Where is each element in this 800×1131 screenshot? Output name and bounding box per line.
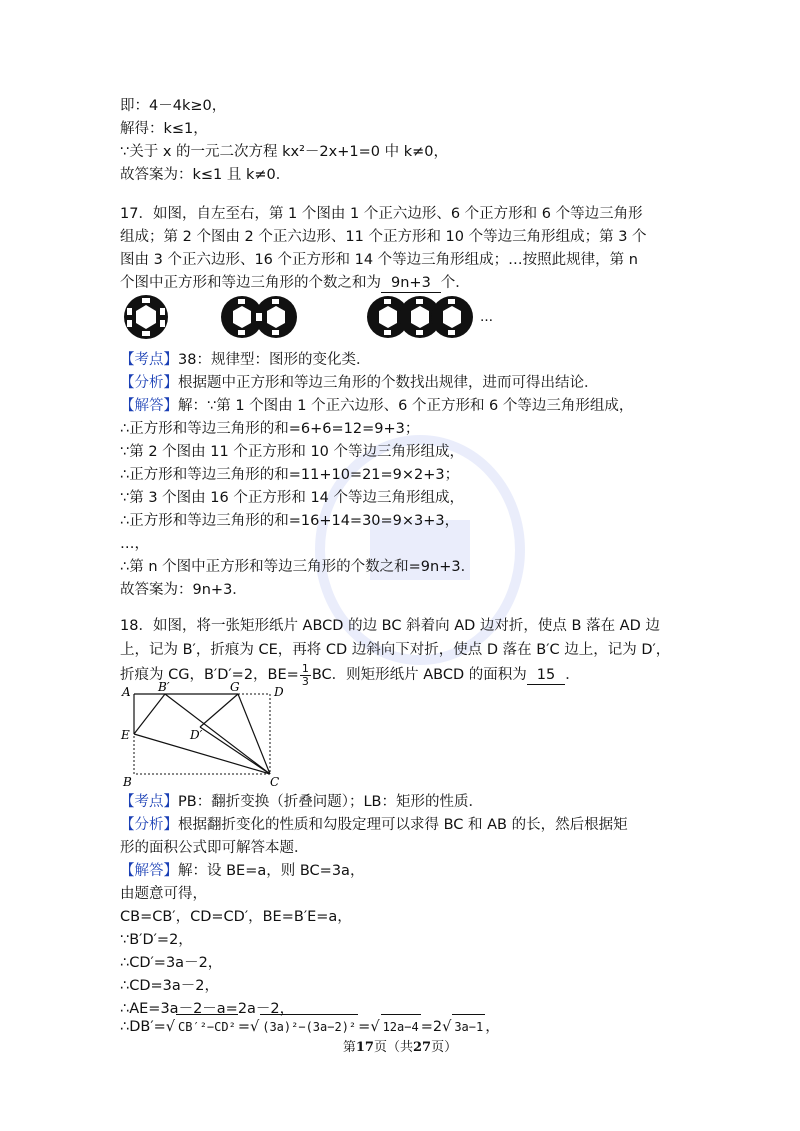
solution-line: ∴正方形和等边三角形的和=11+10=21=9×2+3；	[120, 467, 460, 483]
question-18-line: 18．如图，将一张矩形纸片 ABCD 的边 BC 斜着向 AD 边对折，使点 B 落在 AD 边	[120, 618, 660, 634]
solution-line: ∴正方形和等边三角形的和=6+6=12=9+3；	[120, 421, 420, 437]
fenxi-tag: 【分析】	[120, 817, 178, 833]
fraction	[300, 663, 311, 688]
footer-text: 页（共	[373, 1040, 413, 1055]
solution-line: 故答案为：9n+3．	[120, 582, 247, 598]
solution-line: ∵第 3 个图由 16 个正方形和 14 个等边三角形组成，	[120, 490, 465, 506]
kaodian-line	[120, 350, 370, 370]
solution-line: ∴AE=3a－2－a=2a－2，	[120, 1001, 295, 1017]
sqrt-expression: (3a)²−(3a−2)²	[260, 1014, 358, 1039]
text-line: 即：4－4k≥0，	[120, 98, 227, 114]
solution-line: …，	[120, 536, 149, 552]
point-label-a: A	[122, 685, 131, 699]
solution-line: ∵B′D′=2，	[120, 932, 193, 948]
sqrt-expression: 12a−4	[381, 1014, 421, 1039]
jieda-line	[120, 861, 364, 881]
fraction-denominator: 3	[301, 674, 309, 688]
figure-folded-rectangle	[118, 682, 298, 790]
fenxi-text: 根据题中正方形和等边三角形的个数找出规律，进而可得出结论．	[178, 375, 599, 391]
sqrt-symbol: √	[442, 1019, 452, 1035]
jieda-text: 解：设 BE=a，则 BC=3a，	[178, 863, 365, 879]
solution-text: ∴DB′=	[120, 1019, 166, 1035]
footer-text: 页）	[431, 1040, 458, 1055]
question-18-line: 上，记为 B′，折痕为 CE，再将 CD 边斜向下对折，使点 D 落在 B′C 边上，记为 D′，	[120, 642, 671, 658]
solution-line: ∴CD=3a－2，	[120, 978, 220, 994]
fraction-numerator: 1	[301, 661, 309, 675]
kaodian-text: 38：规律型：图形的变化类．	[178, 352, 371, 368]
sqrt-expression: 3a−1	[452, 1014, 485, 1039]
text-line: ∵关于 x 的一元二次方程 kx²－2x+1=0 中 k≠0，	[120, 144, 448, 160]
figure-1	[124, 295, 168, 339]
sqrt-symbol: √	[165, 1019, 176, 1035]
jieda-tag: 【解答】	[120, 398, 178, 414]
answer-blank: 9n+3	[381, 274, 441, 293]
solution-line: 由题意可得，	[120, 886, 207, 902]
footer-text: 第	[342, 1040, 356, 1055]
kaodian-text: PB：翻折变换（折叠问题）；LB：矩形的性质．	[178, 794, 483, 810]
question-17-text: 个图中正方形和等边三角形的个数之和为	[120, 275, 381, 291]
question-17-text: 个．	[440, 275, 470, 291]
page-total: 27	[413, 1040, 432, 1055]
answer-blank: 15	[527, 666, 565, 685]
solution-line: ∴第 n 个图中正方形和等边三角形的个数之和=9n+3．	[120, 559, 476, 575]
point-label-b-prime: B′	[158, 682, 170, 694]
point-label-c: C	[270, 775, 280, 789]
kaodian-line	[120, 792, 483, 812]
solution-text: ，	[485, 1019, 500, 1035]
solution-line: ∴正方形和等边三角形的和=16+14=30=9×3+3，	[120, 513, 460, 529]
figure-2	[221, 296, 297, 338]
fenxi-line: 形的面积公式即可解答本题．	[120, 840, 309, 856]
fenxi-text: 根据翻折变化的性质和勾股定理可以求得 BC 和 AB 的长，然后根据矩	[178, 817, 628, 833]
point-label-e: E	[121, 728, 130, 742]
jieda-text: 解：∵第 1 个图由 1 个正六边形、6 个正方形和 6 个等边三角形组成，	[178, 398, 634, 414]
figure-hexagon-pattern	[120, 290, 500, 346]
solution-line: ∴CD′=3a－2，	[120, 955, 223, 971]
point-label-d-prime: D′	[190, 728, 203, 742]
question-17-line: 图由 3 个正六边形、16 个正方形和 14 个等边三角形组成；…按照此规律，第 n	[120, 252, 638, 268]
sqrt-symbol: √	[370, 1019, 380, 1035]
fenxi-line	[120, 815, 628, 835]
sqrt-expression: CB′²−CD²	[176, 1014, 238, 1039]
fenxi-tag: 【分析】	[120, 375, 178, 391]
figure-3	[367, 296, 473, 338]
fenxi-line	[120, 373, 599, 393]
sqrt-symbol: √	[249, 1019, 260, 1035]
equals: =	[237, 1019, 250, 1035]
solution-line: ∵第 2 个图由 11 个正方形和 10 个等边三角形组成，	[120, 444, 465, 460]
text-line: 故答案为：k≤1 且 k≠0．	[120, 167, 291, 183]
point-label-b: B	[123, 775, 132, 789]
question-17-line: 17．如图，自左至右，第 1 个图由 1 个正六边形、6 个正方形和 6 个等边三角形	[120, 206, 643, 222]
kaodian-tag: 【考点】	[120, 794, 178, 810]
equals: =2	[420, 1019, 443, 1035]
point-label-g: G	[230, 682, 240, 694]
kaodian-tag: 【考点】	[120, 352, 178, 368]
equals: =	[358, 1019, 371, 1035]
text-line: 解得：k≤1，	[120, 121, 208, 137]
jieda-line	[120, 396, 633, 416]
question-18-text: ．	[565, 667, 580, 683]
page-number: 17	[355, 1040, 374, 1055]
question-18-text: BC．则矩形纸片 ABCD 的面积为	[311, 667, 527, 683]
ellipsis: …	[480, 310, 493, 325]
jieda-tag: 【解答】	[120, 863, 178, 879]
question-18-text: 折痕为 CG，B′D′=2，BE=	[120, 667, 299, 683]
point-label-d: D	[274, 685, 284, 699]
question-17-line: 组成；第 2 个图由 2 个正六边形、11 个正方形和 10 个等边三角形组成；第 3 个	[120, 229, 647, 245]
solution-line: CB=CB′，CD=CD′，BE=B′E=a，	[120, 909, 352, 925]
page-footer	[0, 1036, 800, 1055]
